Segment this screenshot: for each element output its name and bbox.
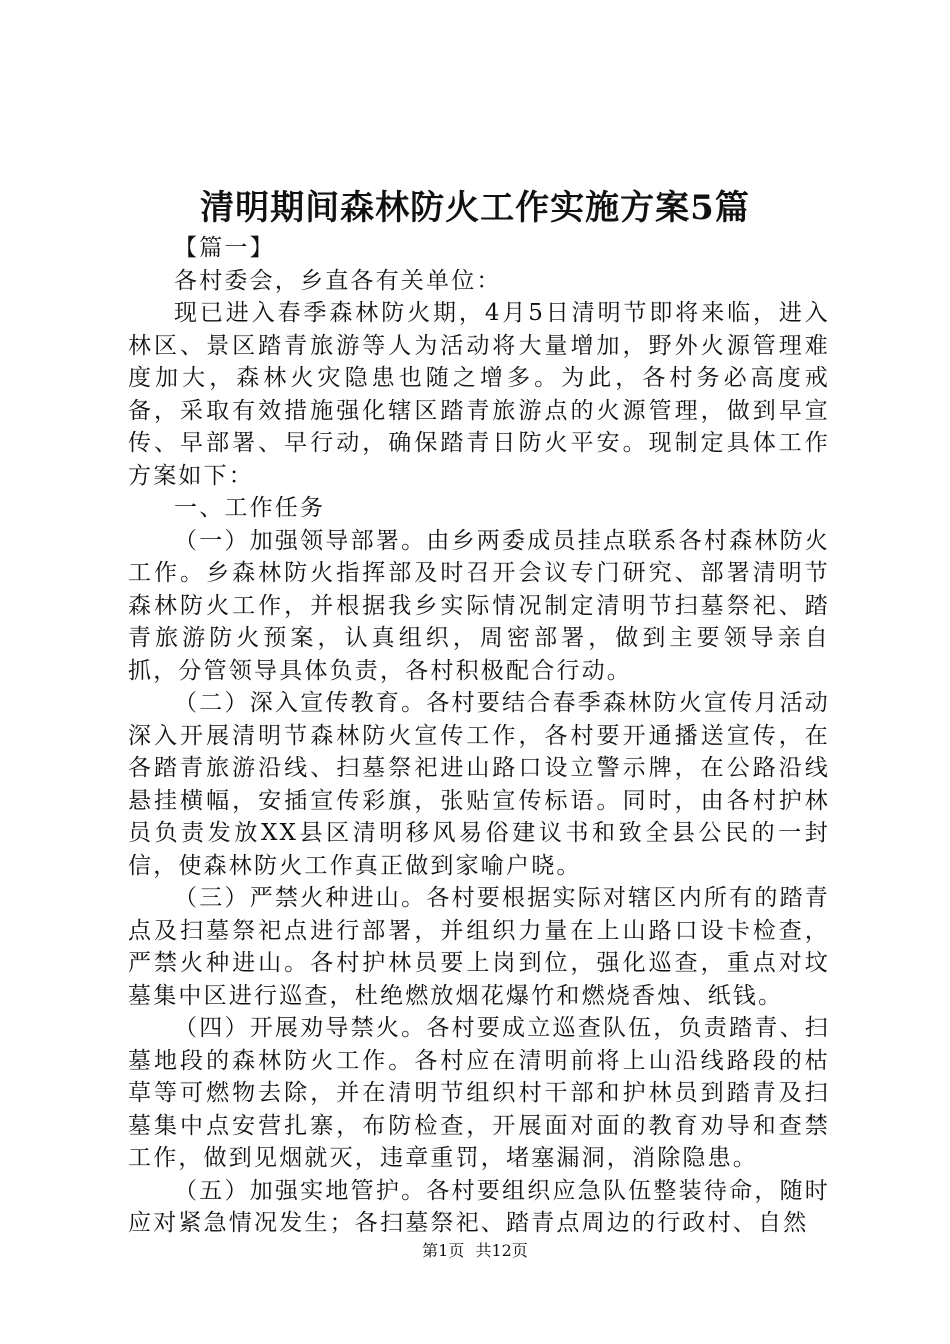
- paragraph: （五）加强实地管护。各村要组织应急队伍整装待命，随时应对紧急情况发生；各扫墓祭祀、踏青点周边的行政村、自然: [128, 1177, 830, 1236]
- page-total: 共12页: [475, 1241, 528, 1260]
- subsection-heading: 一、工作任务: [174, 495, 326, 521]
- document-body: [128, 232, 830, 1240]
- paragraph: 现已进入春季森林防火期，4月5日清明节即将来临，进入林区、景区踏青旅游等人为活动将大量增加，野外火源管理难度加大，森林火灾隐患也随之增多。为此，各村务必高度戒备，采取有效措施强化辖区踏青旅游点的火源管理，做到早宣传、早部署、早行动，确保踏青日防火平安。现制定具体工作方案如下：: [128, 300, 830, 489]
- section-heading: 【篇一】: [174, 235, 275, 261]
- page-number: 第1页: [422, 1241, 465, 1260]
- paragraph: （四）开展劝导禁火。各村要成立巡查队伍，负责踏青、扫墓地段的森林防火工作。各村应在清明前将上山沿线路段的枯草等可燃物去除，并在清明节组织村干部和护林员到踏青及扫墓集中点安营扎寨，布防检查，开展面对面的教育劝导和查禁工作，做到见烟就灭，违章重罚，堵塞漏洞，消除隐患。: [128, 1015, 830, 1171]
- document-title: 清明期间森林防火工作实施方案5篇: [200, 188, 750, 228]
- salutation: 各村委会，乡直各有关单位：: [174, 267, 502, 294]
- page-footer: [0, 1240, 950, 1262]
- paragraph: （一）加强领导部署。由乡两委成员挂点联系各村森林防火工作。乡森林防火指挥部及时召开会议专门研究、部署清明节森林防火工作，并根据我乡实际情况制定清明节扫墓祭祀、踏青旅游防火预案，认真组织，周密部署，做到主要领导亲自抓，分管领导具体负责，各村积极配合行动。: [128, 527, 830, 684]
- paragraph: （三）严禁火种进山。各村要根据实际对辖区内所有的踏青点及扫墓祭祀点进行部署，并组织力量在上山路口设卡检查，严禁火种进山。各村护林员要上岗到位，强化巡查，重点对坟墓集中区进行巡查，杜绝燃放烟花爆竹和燃烧香烛、纸钱。: [128, 885, 830, 1009]
- paragraph: （二）深入宣传教育。各村要结合春季森林防火宣传月活动深入开展清明节森林防火宣传工作，各村要开通播送宣传，在各踏青旅游沿线、扫墓祭祀进山路口设立警示牌，在公路沿线悬挂横幅，安插宣传彩旗，张贴宣传标语。同时，由各村护林员负责发放XX县区清明移风易俗建议书和致全县公民的一封信，使森林防火工作真正做到家喻户晓。: [128, 690, 830, 879]
